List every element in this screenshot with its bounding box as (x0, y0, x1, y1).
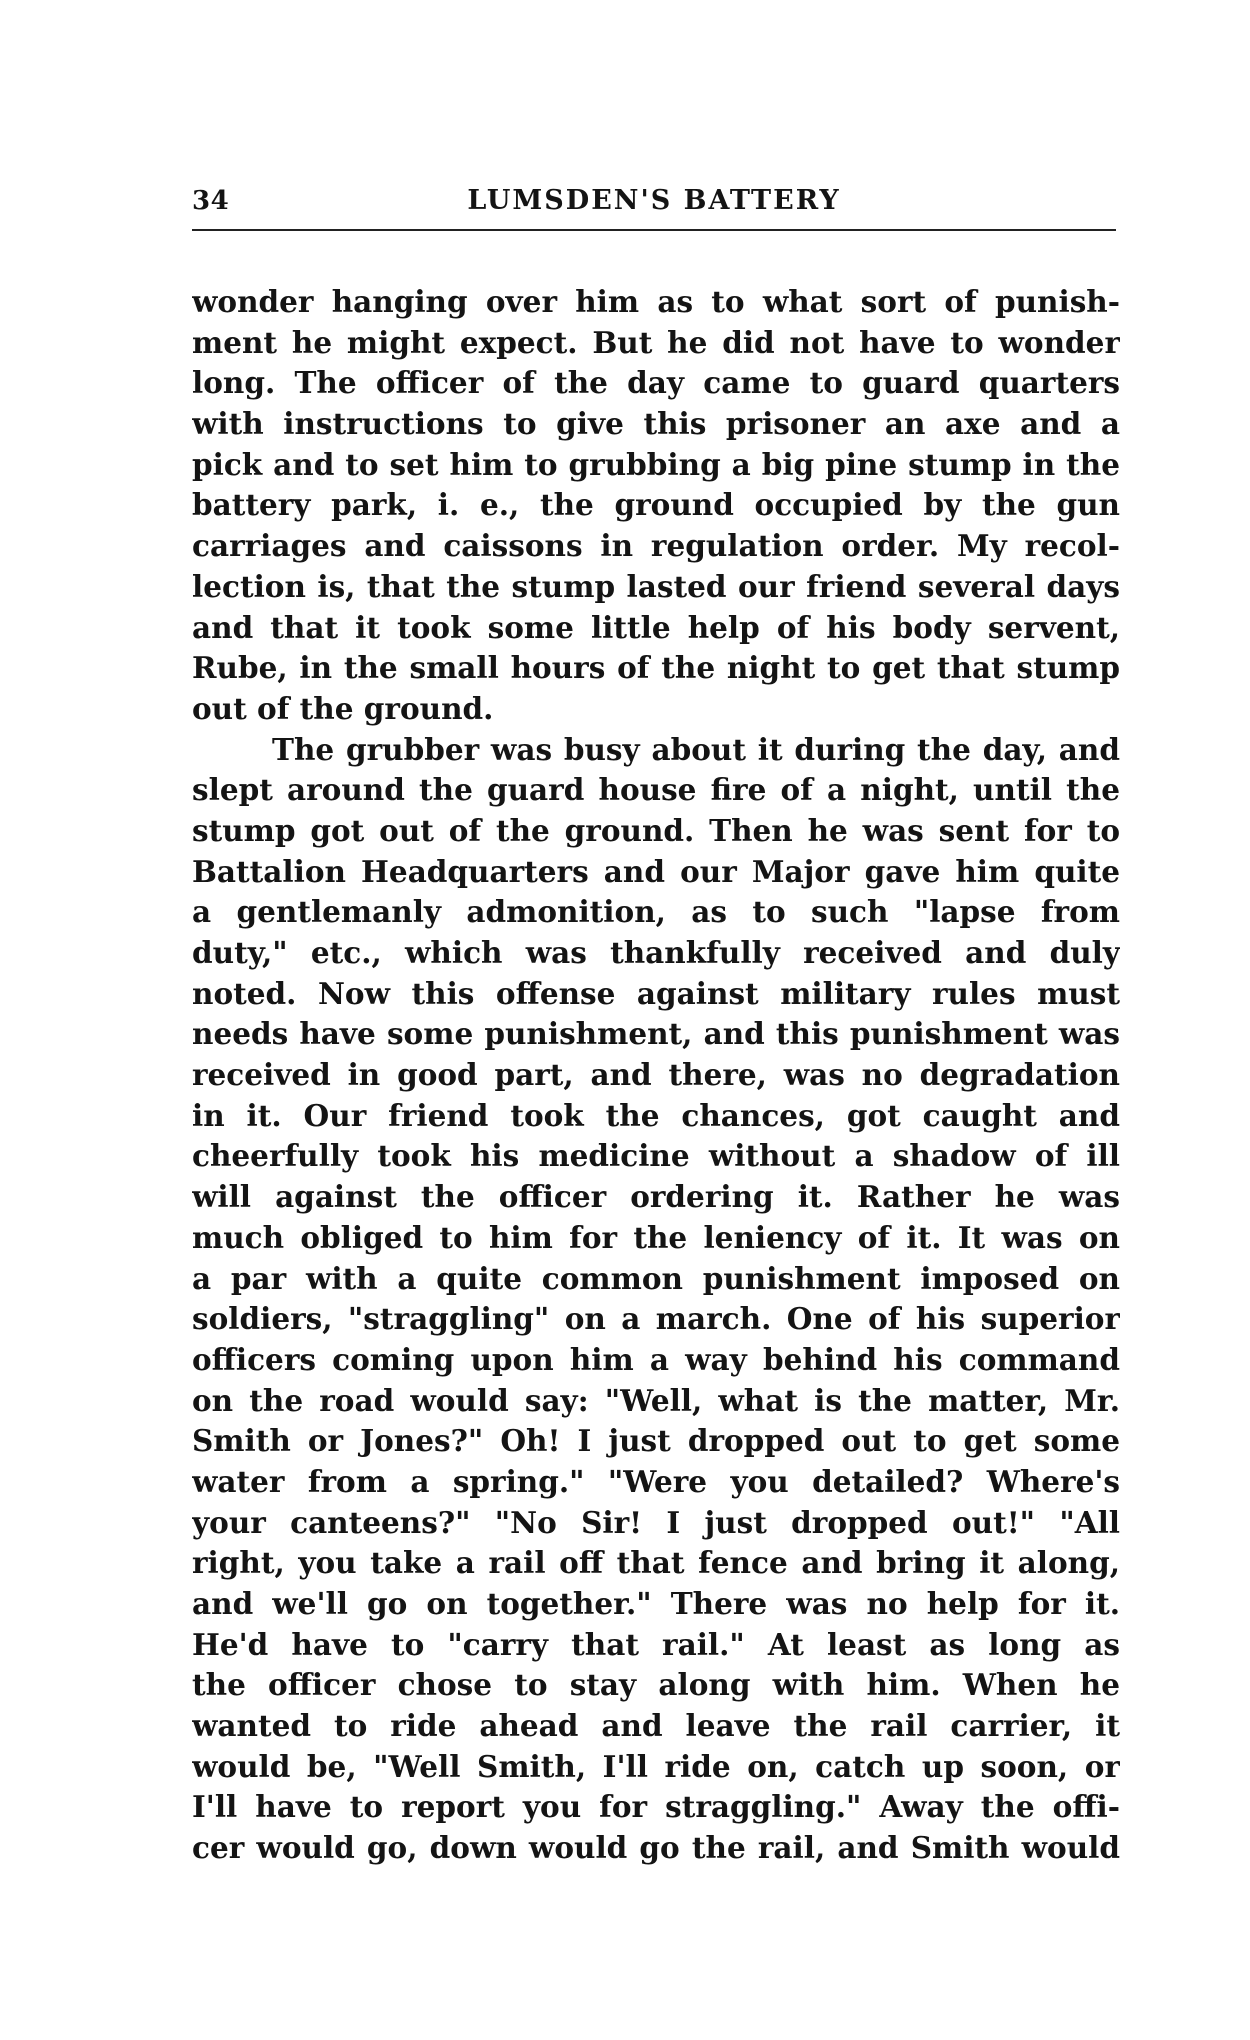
text-line: a gentlemanly admonition, as to such "lapse from (192, 894, 1120, 930)
text-line: carriages and caissons in regulation order. My recol- (192, 528, 1120, 564)
text-line: noted. Now this offense against military rules must (192, 975, 1120, 1011)
paragraph-first-line: The grubber was busy about it during the day, and (272, 731, 1120, 767)
text-line: much obliged to him for the leniency of it. It was on (192, 1219, 1120, 1255)
text-line: received in good part, and there, was no degradation (192, 1057, 1120, 1093)
paragraph-end-line: out of the ground. (192, 690, 494, 726)
text-line: battery park, i. e., the ground occupied by the gun (192, 487, 1120, 523)
text-line: duty," etc., which was thankfully received and duly (192, 935, 1120, 970)
text-line: pick and to set him to grubbing a big pine stump in the (192, 446, 1120, 482)
text-line: in it. Our friend took the chances, got caught and (192, 1097, 1120, 1133)
text-line: wonder hanging over him as to what sort of punish- (192, 284, 1120, 319)
running-title: LUMSDEN'S BATTERY (467, 185, 841, 216)
text-line: cheerfully took his medicine without a shadow of ill (192, 1138, 1120, 1174)
text-line: a par with a quite common punishment imposed on (192, 1260, 1120, 1296)
text-line: and that it took some little help of his body servent, (192, 609, 1120, 645)
text-line: right, you take a rail off that fence and bring it along, (192, 1545, 1120, 1581)
page-number: 34 (192, 186, 230, 216)
page-header (192, 184, 1116, 226)
text-line: long. The officer of the day came to guard quarters (192, 365, 1120, 401)
text-line: on the road would say: "Well, what is the matter, Mr. (192, 1382, 1120, 1418)
text-line: your canteens?" "No Sir! I just dropped out!" "All (192, 1504, 1120, 1540)
text-line: He'd have to "carry that rail." At least as long as (192, 1626, 1120, 1662)
text-line: would be, "Well Smith, I'll ride on, catch up soon, or (192, 1748, 1120, 1784)
text-line: soldiers, "straggling" on a march. One of his superior (192, 1301, 1120, 1337)
text-line: stump got out of the ground. Then he was sent for to (192, 812, 1120, 848)
text-line: water from a spring." "Were you detailed? Where's (192, 1463, 1120, 1499)
text-line: Rube, in the small hours of the night to get that stump (192, 650, 1120, 686)
text-line: lection is, that the stump lasted our friend several days (192, 568, 1120, 604)
text-line: cer would go, down would go the rail, and Smith would (192, 1830, 1120, 1866)
text-line: I'll have to report you for straggling." Away the offi- (192, 1789, 1120, 1825)
text-line: Smith or Jones?" Oh! I just dropped out to get some (192, 1423, 1120, 1459)
text-line: and we'll go on together." There was no help for it. (192, 1586, 1120, 1621)
text-line: officers coming upon him a way behind his command (192, 1341, 1120, 1377)
text-line: needs have some punishment, and this punishment was (192, 1016, 1120, 1052)
text-line: wanted to ride ahead and leave the rail carrier, it (192, 1708, 1120, 1744)
header-rule (192, 229, 1116, 231)
text-line: Battalion Headquarters and our Major gave him quite (192, 853, 1120, 889)
text-line: will against the officer ordering it. Rather he was (192, 1179, 1120, 1215)
body-text (192, 282, 1120, 1869)
text-line: slept around the guard house fire of a night, until the (192, 772, 1120, 808)
text-line: the officer chose to stay along with him. When he (192, 1667, 1120, 1703)
text-line: with instructions to give this prisoner an axe and a (192, 406, 1120, 442)
text-line: ment he might expect. But he did not have to wonder (192, 324, 1120, 360)
